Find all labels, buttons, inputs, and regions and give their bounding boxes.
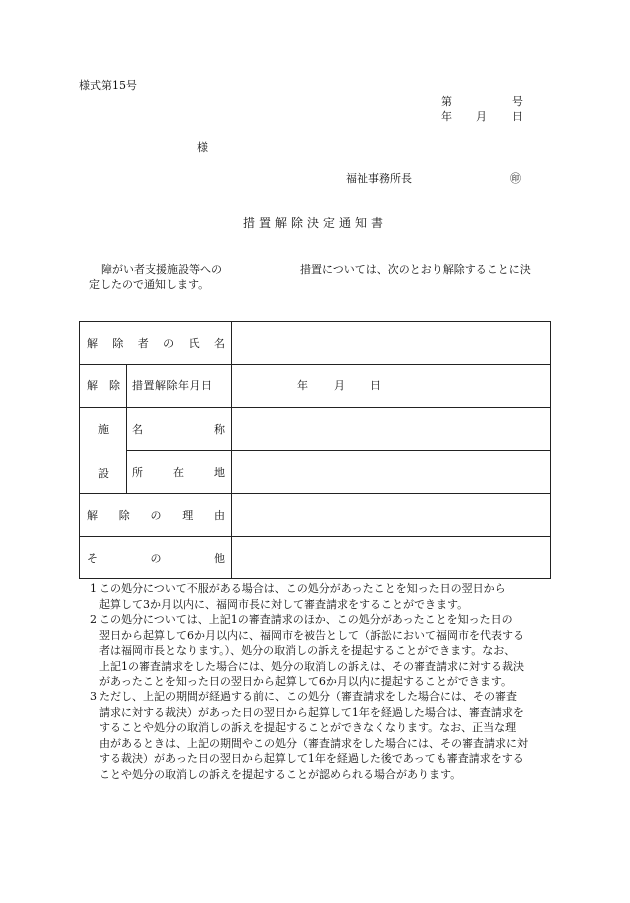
note-line: する裁決）があった日の翌日から起算して1年を経過した後であっても審査請求をする <box>99 752 524 765</box>
note-line: ただし、上記の期間が経過する前に、この処分（審査請求をした場合には、その審査 <box>99 690 517 703</box>
label-char: 者 <box>137 337 149 350</box>
note-item <box>78 612 554 690</box>
release-date-label: 措置解除年月日 <box>132 379 213 392</box>
doc-number-suffix: 号 <box>512 95 523 108</box>
addressee-honorific: 様 <box>197 141 208 154</box>
note-item <box>78 581 554 612</box>
label-char: 除 <box>109 379 120 392</box>
doc-number-prefix: 第 <box>441 95 452 108</box>
row-divider <box>80 536 550 537</box>
intro-line2: 定したので通知します。 <box>89 278 210 291</box>
date-month-label: 月 <box>476 110 487 123</box>
label-char: 所 <box>132 466 143 479</box>
release-date-day: 日 <box>370 379 381 392</box>
facility-address-label <box>132 465 225 480</box>
row-divider <box>80 407 550 408</box>
label-char: 氏 <box>188 337 200 350</box>
facility-label-bottom: 設 <box>98 467 109 480</box>
label-char: 解 <box>87 509 98 522</box>
note-number: 2 <box>90 613 97 626</box>
issuer-title: 福祉事務所長 <box>346 172 412 185</box>
label-char: 除 <box>112 337 124 350</box>
note-line: 由があるときは、上記の期間やこの処分（審査請求をした場合には、その審査請求に対 <box>99 736 528 750</box>
label-char: 称 <box>214 423 225 436</box>
note-line: 翌日から起算して6か月以内に、福岡市を被告として（訴訟において福岡市を代表する <box>99 628 524 642</box>
row-divider <box>126 450 550 451</box>
note-line: 者は福岡市長となります。）、処分の取消しの訴えを提起することができます。なお、 <box>99 644 516 657</box>
label-char: 名 <box>132 423 143 436</box>
label-char: そ <box>87 552 98 565</box>
label-char: 除 <box>118 509 130 522</box>
intro-line1-part1: 障がい者支援施設等への <box>101 263 222 276</box>
date-day-label: 日 <box>512 110 523 123</box>
reason-label <box>87 508 225 523</box>
column-divider <box>231 322 232 578</box>
document-title: 措置解除決定通知書 <box>243 216 388 230</box>
note-line: 請求に対する裁決）があった日の翌日から起算して1年を経過した場合は、審査請求を <box>99 705 524 719</box>
note-item <box>78 689 554 782</box>
note-line: があったことを知った日の翌日から起算して6か月以内に提起することができます。 <box>99 675 513 688</box>
facility-name-label <box>132 422 225 437</box>
note-number: 3 <box>90 690 97 703</box>
label-char: 名 <box>213 337 225 350</box>
form-number: 様式第15号 <box>79 79 137 92</box>
row-divider <box>80 364 550 365</box>
label-char: 在 <box>173 466 184 479</box>
date-year-label: 年 <box>441 110 452 123</box>
label-char: 解 <box>87 337 98 350</box>
note-line: することや処分の取消しの訴えを提起することができなくなります。なお、正当な理 <box>99 721 517 734</box>
name-label <box>87 336 225 351</box>
row-divider <box>80 493 550 494</box>
label-char: 地 <box>214 466 225 479</box>
release-date-year: 年 <box>297 379 308 392</box>
column-divider <box>126 364 127 493</box>
facility-label-top: 施 <box>98 423 109 436</box>
note-line: この処分について不服がある場合は、この処分があったことを知った日の翌日から <box>99 582 506 595</box>
label-char: の <box>150 552 162 565</box>
note-line: ことや処分の取消しの訴えを提起することが認められる場合があります。 <box>99 767 462 781</box>
intro-line1-part2: 措置については、次のとおり解除することに決 <box>300 263 531 276</box>
label-char: 由 <box>214 509 225 522</box>
seal-mark: ㊞ <box>510 172 521 185</box>
other-label <box>87 551 225 566</box>
note-line: 上記1の審査請求をした場合には、処分の取消しの訴えは、その審査請求に対する裁決 <box>99 659 524 673</box>
label-char: 解 <box>87 379 98 392</box>
note-line: 起算して3か月以内に、福岡市長に対して審査請求をすることができます。 <box>99 597 469 611</box>
label-char: の <box>163 337 175 350</box>
label-char: 理 <box>182 509 194 522</box>
label-char: 他 <box>214 552 225 565</box>
note-line: この処分については、上記1の審査請求のほか、この処分があったことを知った日の <box>99 613 513 626</box>
release-label <box>87 378 120 393</box>
release-details-table <box>79 321 551 579</box>
release-date-month: 月 <box>334 379 345 392</box>
note-number: 1 <box>90 582 97 595</box>
label-char: の <box>150 509 162 522</box>
